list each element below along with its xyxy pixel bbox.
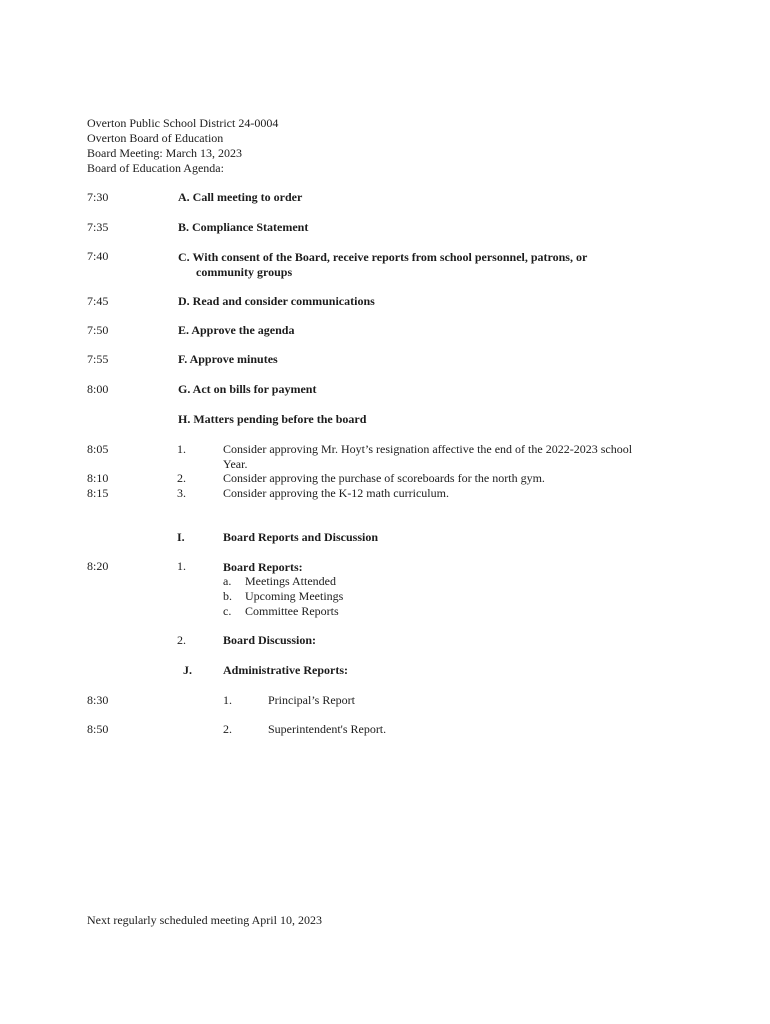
agenda-item-i: Board Reports and Discussion [223,530,379,544]
agenda-num-h3: 3. [177,486,186,500]
agenda-time-j1: 8:30 [87,693,109,707]
agenda-item-h: H. Matters pending before the board [178,412,367,426]
agenda-letter-i: I. [177,530,185,544]
agenda-item-g: G. Act on bills for payment [178,382,317,396]
agenda-time-j2: 8:50 [87,722,109,736]
board-reports-sub-b: Upcoming Meetings [245,589,344,603]
agenda-time-e: 7:50 [87,323,109,337]
agenda-num-i2: 2. [177,633,186,647]
agenda-item-h1: Consider approving Mr. Hoyt’s resignation affective the end of the 2022-2023 school [223,442,633,456]
agenda-item-e: E. Approve the agenda [178,323,295,337]
agenda-num-j1: 1. [223,693,232,707]
agenda-num-j2: 2. [223,722,232,736]
board-discussion-title: Board Discussion: [223,633,317,647]
agenda-item-h3: Consider approving the K-12 math curriculum. [223,486,449,500]
superintendent-report: Superintendent's Report. [268,722,387,736]
board-reports-sub-a-letter: a. [223,574,232,588]
agenda-item-c: C. With consent of the Board, receive reports from school personnel, patrons, or [178,250,588,264]
agenda-time-h3: 8:15 [87,486,109,500]
agenda-item-a: A. Call meeting to order [178,190,303,204]
agenda-item-c-continued: community groups [196,265,293,279]
agenda-time-h1: 8:05 [87,442,109,456]
board-reports-sub-c: Committee Reports [245,604,339,618]
board-reports-sub-c-letter: c. [223,604,232,618]
agenda-time-b: 7:35 [87,220,109,234]
agenda-num-h1: 1. [177,442,186,456]
board-name: Overton Board of Education [87,131,224,145]
agenda-heading: Board of Education Agenda: [87,161,224,175]
agenda-item-f: F. Approve minutes [178,352,278,366]
agenda-time-i1: 8:20 [87,559,109,573]
agenda-time-f: 7:55 [87,352,109,366]
agenda-item-b: B. Compliance Statement [178,220,309,234]
board-reports-title: Board Reports: [223,560,303,574]
principal-report: Principal’s Report [268,693,355,707]
next-meeting-note: Next regularly scheduled meeting April 10, 2023 [87,913,322,927]
agenda-time-c: 7:40 [87,249,109,263]
agenda-time-d: 7:45 [87,294,109,308]
agenda-time-a: 7:30 [87,190,109,204]
board-reports-sub-b-letter: b. [223,589,232,603]
agenda-item-h1-continued: Year. [223,457,248,471]
meeting-date: Board Meeting: March 13, 2023 [87,146,242,160]
agenda-letter-j: J. [183,663,192,677]
agenda-item-d: D. Read and consider communications [178,294,375,308]
agenda-time-h2: 8:10 [87,471,109,485]
agenda-time-g: 8:00 [87,382,109,396]
agenda-item-h2: Consider approving the purchase of scoreboards for the north gym. [223,471,545,485]
agenda-num-i1: 1. [177,559,186,573]
agenda-item-j: Administrative Reports: [223,663,348,677]
district-name: Overton Public School District 24-0004 [87,116,279,130]
document-header [87,116,278,176]
agenda-num-h2: 2. [177,471,186,485]
board-reports-sub-a: Meetings Attended [245,574,336,588]
